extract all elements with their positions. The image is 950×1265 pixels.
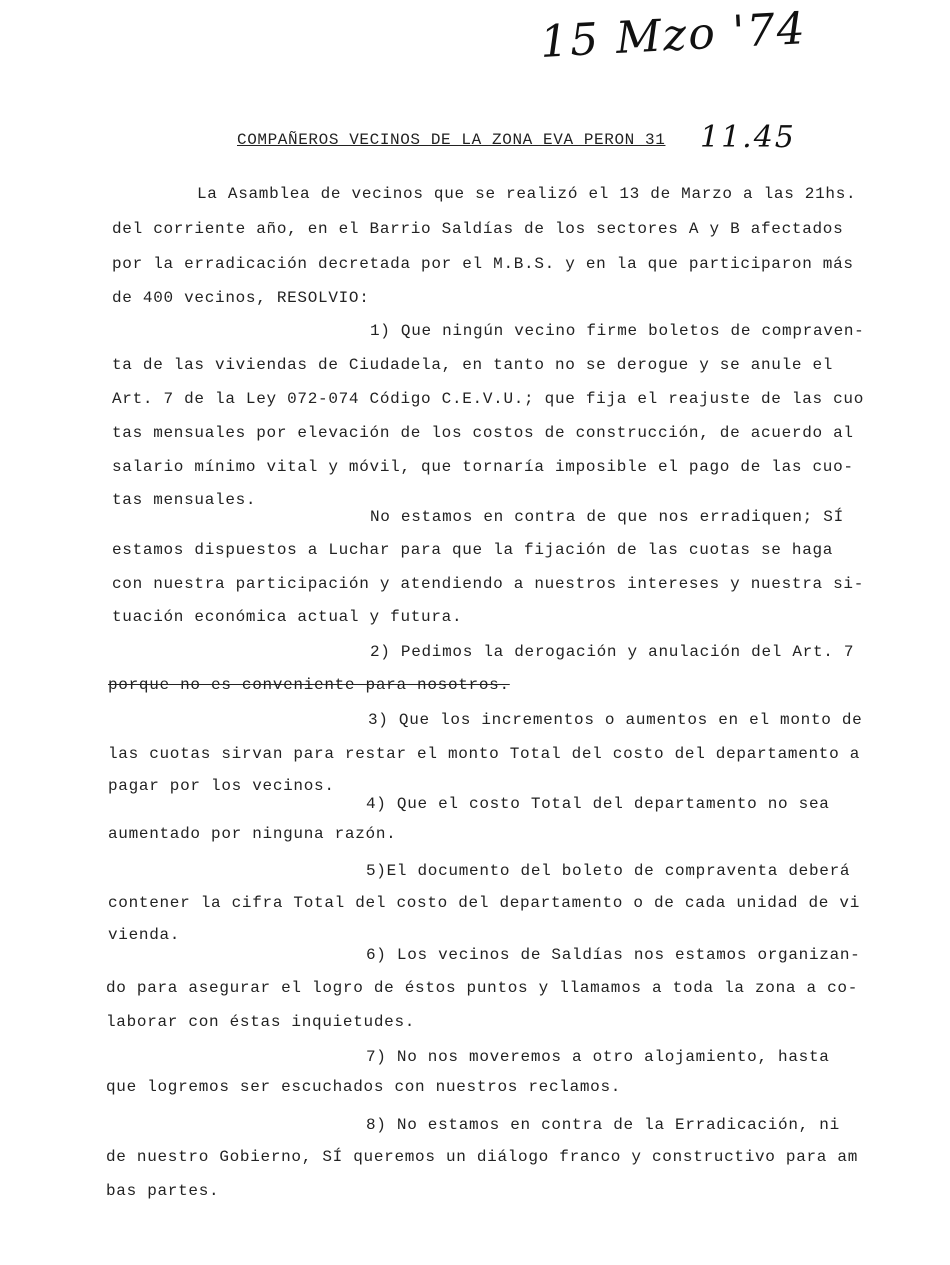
point-3-line-1: 3) Que los incrementos o aumentos en el monto de [368, 711, 863, 729]
point-1b-line-3: con nuestra participación y atendiendo a nuestros intereses y nuestra si- [112, 575, 865, 593]
point-1-line-1: 1) Que ningún vecino firme boletos de compraven- [370, 322, 865, 340]
point-1-line-4: tas mensuales por elevación de los costos de construcción, de acuerdo al [112, 424, 854, 442]
point-2-line-1: 2) Pedimos la derogación y anulación del Art. 7 [370, 643, 855, 661]
point-3-line-2: las cuotas sirvan para restar el monto Total del costo del departamento a [108, 745, 861, 763]
point-1-line-6: tas mensuales. [112, 491, 257, 509]
point-4-line-1: 4) Que el costo Total del departamento no sea [366, 795, 830, 813]
intro-line-4: de 400 vecinos, RESOLVIO: [112, 289, 370, 307]
point-6-line-1: 6) Los vecinos de Saldías nos estamos organizan- [366, 946, 861, 964]
intro-line-2: del corriente año, en el Barrio Saldías de los sectores A y B afectados [112, 220, 844, 238]
point-1-line-5: salario mínimo vital y móvil, que tornaría imposible el pago de las cuo- [112, 458, 854, 476]
point-1b-line-2: estamos dispuestos a Luchar para que la fijación de las cuotas se haga [112, 541, 834, 559]
point-5-line-2: contener la cifra Total del costo del departamento o de cada unidad de vi [108, 894, 861, 912]
point-6-line-2: do para asegurar el logro de éstos puntos y llamamos a toda la zona a co- [106, 979, 859, 997]
point-7-line-2: que logremos ser escuchados con nuestros reclamos. [106, 1078, 622, 1096]
point-1-line-3: Art. 7 de la Ley 072-074 Código C.E.V.U.; que fija el reajuste de las cuo [112, 390, 865, 408]
handwritten-time: 11.45 [700, 120, 796, 155]
point-6-line-3: laborar con éstas inquietudes. [106, 1013, 416, 1031]
point-5-line-1: 5)El documento del boleto de compraventa deberá [366, 862, 851, 880]
intro-line-1: La Asamblea de vecinos que se realizó el 13 de Marzo a las 21hs. [197, 185, 857, 203]
point-7-line-1: 7) No nos moveremos a otro alojamiento, hasta [366, 1048, 830, 1066]
point-2-line-2: porque no es conveniente para nosotros. [108, 676, 510, 694]
point-3-line-3: pagar por los vecinos. [108, 777, 335, 795]
handwritten-date: 15 Mzo '74 [538, 3, 808, 68]
point-8-line-3: bas partes. [106, 1182, 220, 1200]
point-4-line-2: aumentado por ninguna razón. [108, 825, 397, 843]
point-8-line-2: de nuestro Gobierno, SÍ queremos un diálogo franco y constructivo para am [106, 1148, 859, 1166]
point-1b-line-4: tuación económica actual y futura. [112, 608, 463, 626]
page-title: COMPAÑEROS VECINOS DE LA ZONA EVA PERON 31 [237, 131, 666, 149]
point-8-line-1: 8) No estamos en contra de la Erradicación, ni [366, 1116, 840, 1134]
point-5-line-3: vienda. [108, 926, 181, 944]
point-1b-line-1: No estamos en contra de que nos erradiquen; SÍ [370, 508, 844, 526]
intro-line-3: por la erradicación decretada por el M.B.S. y en la que participaron más [112, 255, 854, 273]
point-1-line-2: ta de las viviendas de Ciudadela, en tanto no se derogue y se anule el [112, 356, 834, 374]
